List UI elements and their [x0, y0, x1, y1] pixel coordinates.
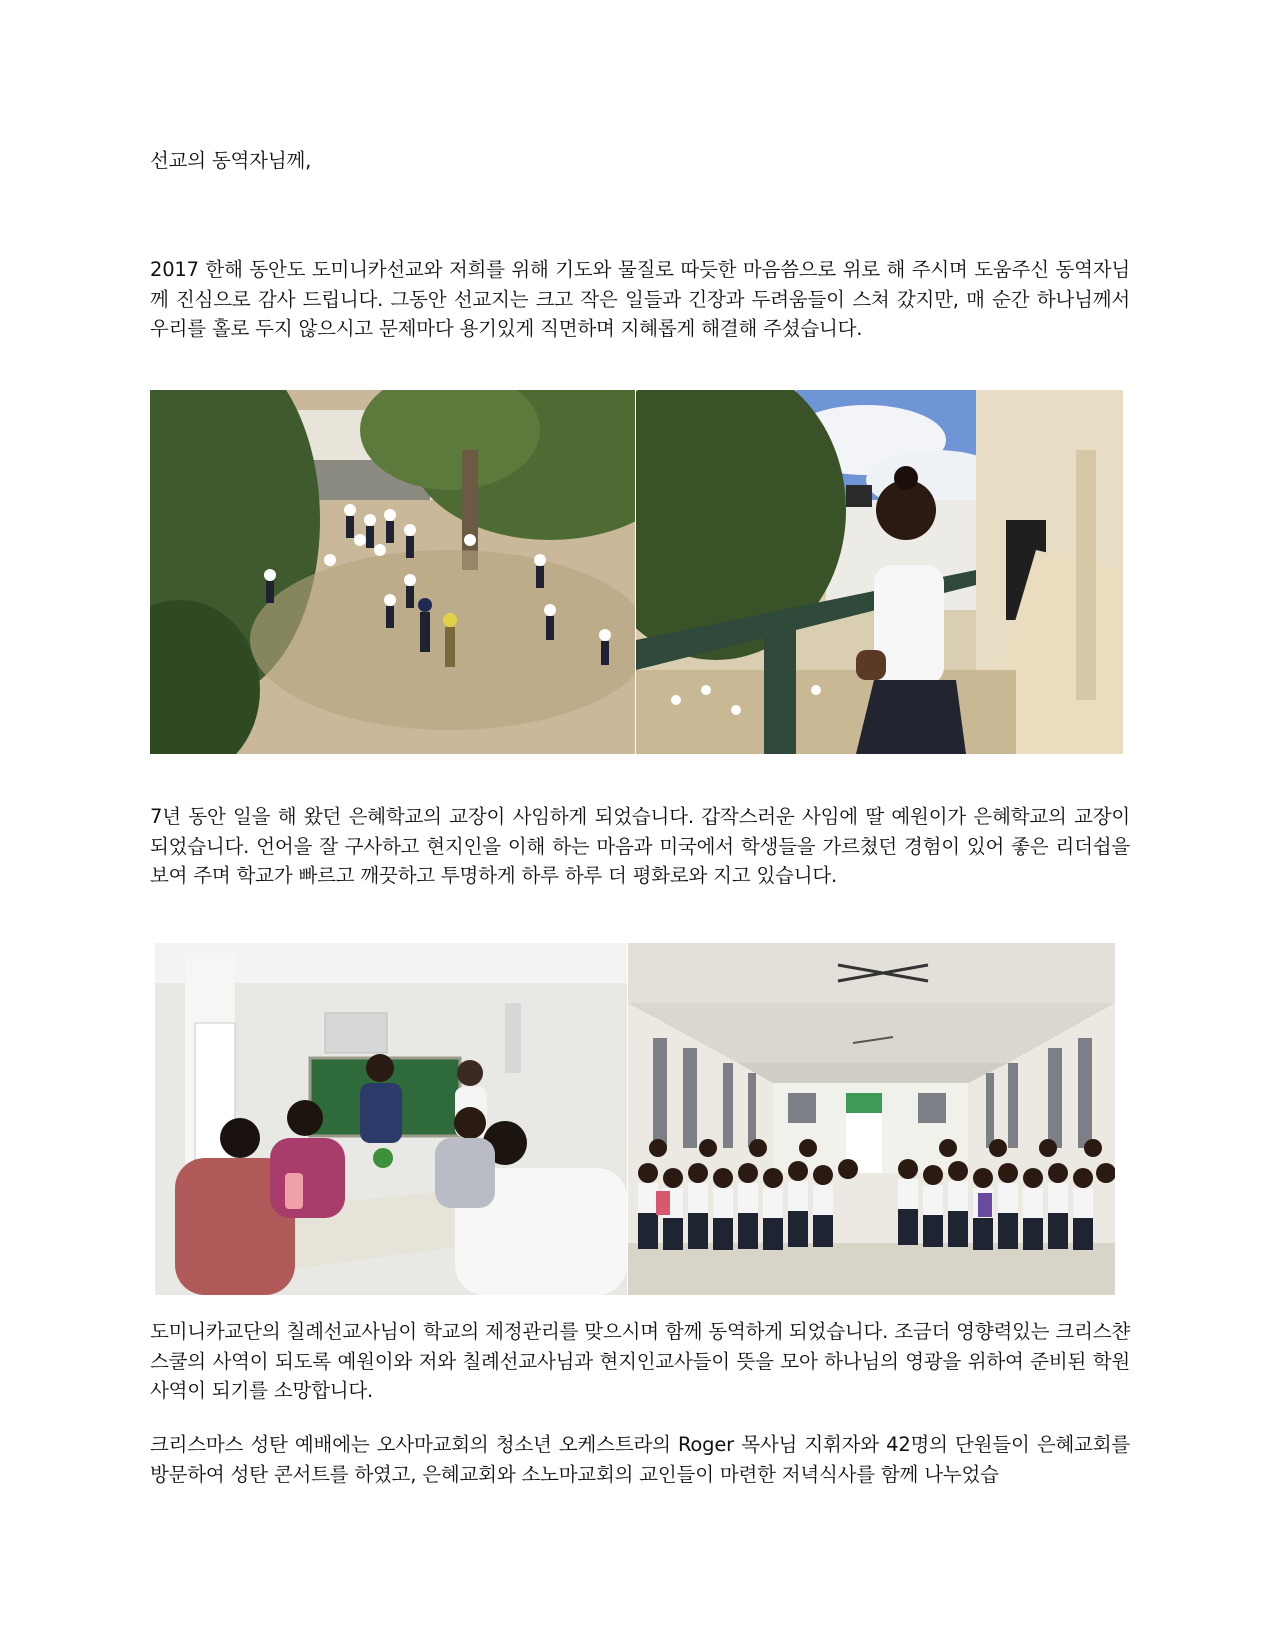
- paragraph-christmas-concert: 크리스마스 성탄 예배에는 오사마교회의 청소년 오케스트라의 Roger 목사님 지휘자와 42명의 단원들이 은혜교회를 방문하여 성탄 콘서트를 하였고, 은혜교회와 소노마교회의 교인들이 마련한 저녁식사를 함께 나누었습: [150, 1433, 1130, 1486]
- photo-student-assembly: [628, 943, 1115, 1295]
- paragraph-finance-manager: 도미니카교단의 칠례선교사님이 학교의 제정관리를 맞으시며 함께 동역하게 되었습니다. 조금더 영향력있는 크리스챤스쿨의 사역이 되도록 예원이와 저와 칠례선교사님과 현지인교사들이 뜻을 모아 하나님의 영광을 위하여 준비된 학원사역이 되기를 소망합니다.: [150, 1320, 1130, 1402]
- letter-greeting: 선교의 동역자님께,: [150, 149, 312, 172]
- paragraph-principal: 7년 동안 일을 해 왔던 은혜학교의 교장이 사임하게 되었습니다. 갑작스러운 사임에 딸 예원이가 은혜학교의 교장이 되었습니다. 언어을 잘 구사하고 현지인을 이해 하는 마음과 미국에서 학생들을 가르쳤던 경험이 있어 좋은 리더쉽을 보여 주며 학교가 빠르고 깨끗하고 투명하게 하루 하루 더 평화로와 지고 있습니다.: [150, 805, 1130, 887]
- paragraph-thanks: 2017 한해 동안도 도미니카선교와 저희를 위해 기도와 물질로 따듯한 마음씀으로 위로 해 주시며 도움주신 동역자님께 진심으로 감사 드립니다. 그동안 선교지는 크고 작은 일들과 긴장과 두려움들이 스쳐 갔지만, 매 순간 하나님께서 우리를 홀로 두지 않으시고 문제마다 용기있게 직면하며 지혜롭게 해결해 주셨습니다.: [150, 258, 1130, 340]
- photo-teachers-meeting: [155, 943, 627, 1295]
- photo-school-courtyard: [150, 390, 635, 754]
- photo-student-on-balcony: [636, 390, 1123, 754]
